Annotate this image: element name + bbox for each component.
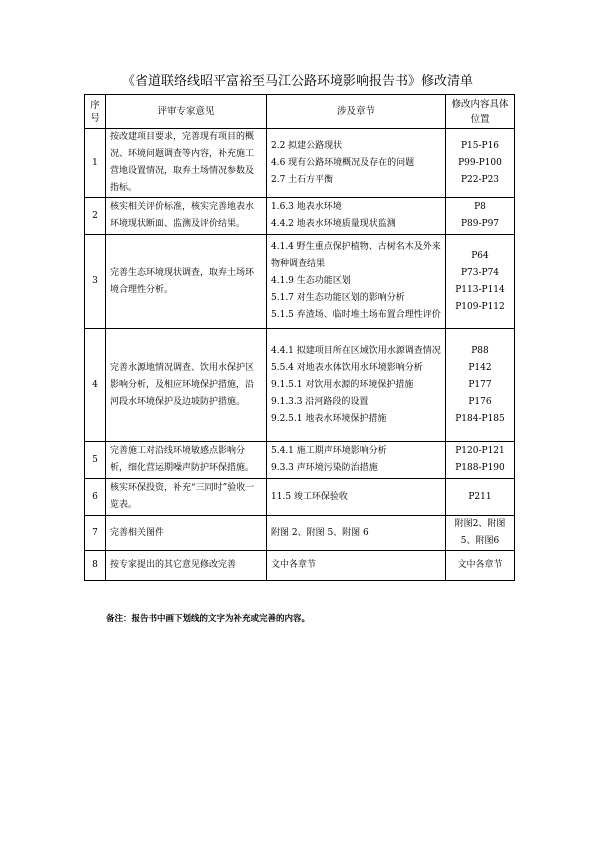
section-item: 4.4.1 拟建项目所在区域饮用水源调查情况 [271,345,441,356]
row-index: 7 [85,516,106,551]
section-item: 9.3.3 声环境污染防治措施 [271,463,378,473]
location-item: P73-P74 [460,267,500,278]
section-item: 4.4.2 地表水环境质量现状监测 [271,219,396,229]
location-item: P22-P23 [460,174,500,185]
section-item: 5.5.4 对地表水体饮用水环境影响分析 [271,362,423,373]
location-item: P120-P121 [455,446,505,456]
location-item: 附图2、附图5、附图6 [454,519,506,546]
row-index: 3 [85,235,106,329]
section-item: 5.4.1 施工期声环境影响分析 [271,446,387,456]
section-item: 2.7 土石方平衡 [271,174,334,185]
expert-opinion: 按专家提出的其它意见修改完善 [106,551,267,581]
expert-opinion: 核实相关评价标准，核实完善地表水环境现状断面、监测及评价结果。 [106,198,267,235]
revision-location [446,198,515,235]
header-location: 修改内容具体位置 [446,95,515,129]
section-item: 4.6 现有公路环境概况及存在的问题 [271,157,415,168]
row-index: 5 [85,442,106,479]
revision-location [446,516,515,551]
location-item: P113-P114 [455,284,505,295]
revision-location [446,129,515,198]
location-item: P89-P97 [460,219,500,229]
section-item: 9.1.3.3 沿河路段的设置 [271,396,369,407]
location-item: P88 [471,345,489,356]
row-index: 4 [85,329,106,442]
table-row [85,442,515,479]
section-item: 5.1.5 弃渣场、临时堆土场布置合理性评价 [271,310,441,320]
related-sections [267,516,446,551]
expert-opinion: 按改建项目要求，完善现有项目的概况、环境问题调查等内容，补充施工营地设置情况，取弃土场情况参数及指标。 [106,129,267,198]
expert-opinion: 核实环保投资，补充“三同时”验收一览表。 [106,479,267,516]
header-index: 序号 [85,95,106,129]
section-item: 4.1.4 野生重点保护植物、古树名木及外来物种调查结果 [271,242,441,269]
section-item: 1.6.3 地表水环境 [271,202,342,212]
row-index: 1 [85,129,106,198]
related-sections [267,551,446,581]
location-item: P64 [471,250,489,261]
table-row [85,129,515,198]
revision-table [84,94,515,581]
table-row [85,329,515,442]
table-row [85,516,515,551]
location-item: P142 [468,362,492,373]
revision-location [446,235,515,329]
row-index: 6 [85,479,106,516]
revision-location [446,442,515,479]
table-row [85,551,515,581]
row-index: 2 [85,198,106,235]
related-sections [267,442,446,479]
header-sections: 涉及章节 [267,95,446,129]
section-item: 附图 2、附图 5、附图 6 [271,527,369,538]
footnote: 备注：报告书中画下划线的文字为补充或完善的内容。 [106,614,311,624]
location-item: P99-P100 [458,157,502,168]
location-item: P176 [468,396,492,407]
section-item: 文中各章节 [271,560,317,570]
location-item: P8 [474,202,486,212]
header-opinion: 评审专家意见 [106,95,267,129]
location-item: 文中各章节 [457,560,503,570]
location-item: P188-P190 [455,463,505,473]
location-item: P177 [468,379,492,390]
location-item: P184-P185 [455,413,505,424]
related-sections [267,198,446,235]
section-item: 9.2.5.1 地表水环境保护措施 [271,413,387,424]
table-row [85,479,515,516]
table-row [85,235,515,329]
section-item: 9.1.5.1 对饮用水源的环境保护措施 [271,379,414,390]
section-item: 5.1.7 对生态功能区划的影响分析 [271,293,405,303]
location-item: P109-P112 [455,301,505,312]
page-title: 《省道联络线昭平富裕至马江公路环境影响报告书》修改清单 [121,74,473,89]
section-item: 2.2 拟建公路现状 [271,140,343,151]
revision-location [446,551,515,581]
row-index: 8 [85,551,106,581]
section-item: 4.1.9 生态功能区划 [271,276,351,286]
table-row [85,198,515,235]
location-item: P211 [468,491,492,502]
expert-opinion: 完善施工对沿线环境敏感点影响分析，细化营运期噪声防护环保措施。 [106,442,267,479]
expert-opinion: 完善水源地情况调查、饮用水保护区影响分析，及相应环境保护措施，沿河段水环境保护及边坡防护措施。 [106,329,267,442]
related-sections [267,329,446,442]
related-sections [267,129,446,198]
location-item: P15-P16 [460,140,500,151]
related-sections [267,479,446,516]
revision-location [446,479,515,516]
expert-opinion: 完善生态环境现状调查，取弃土场环境合理性分析。 [106,235,267,329]
related-sections [267,235,446,329]
section-item: 11.5 竣工环保验收 [271,491,348,502]
expert-opinion: 完善相关图件 [106,516,267,551]
revision-location [446,329,515,442]
